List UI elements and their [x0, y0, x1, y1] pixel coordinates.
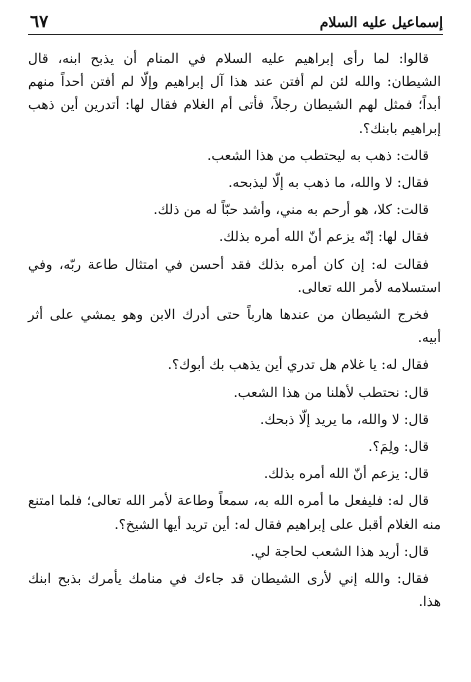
paragraph: قال: أريد هذا الشعب لحاجة لي.	[250, 543, 429, 560]
paragraph: قال: ولِمَ؟.	[368, 439, 429, 456]
paragraph: قال: يزعم أنّ الله أمره بذلك.	[263, 466, 429, 483]
paragraph: قال: نحتطب لأهلنا من هذا الشعب.	[233, 384, 429, 401]
paragraph: فقال لها: إنّه يزعم أنّ الله أمره بذلك.	[218, 229, 429, 246]
paragraph: فقال: لا والله، ما ذهب به إلّا ليذبحه.	[228, 175, 429, 192]
paragraph: قال له: فليفعل ما أمره الله به، سمعاً وطاعة لأمر الله تعالى؛ فلما امتنع منه الغلام أقبل على إبراهيم فقال له: أين تريد أيها الشيخ؟.	[28, 493, 441, 533]
paragraph: قال: لا والله، ما يريد إلّا ذبحك.	[260, 411, 429, 428]
running-title: إسماعيل عليه السلام	[319, 15, 443, 31]
paragraph: فقالت له: إن كان أمره بذلك فقد أحسن في امتثال طاعة ربّه، وفي استسلامه لأمر الله تعالى.	[28, 256, 441, 296]
page-number: ٦٧	[30, 12, 49, 32]
paragraph: قالت: كلا، هو أرحم به مني، وأشد حبّاً له من ذلك.	[153, 202, 429, 219]
page-body	[28, 48, 441, 618]
paragraph: قالت: ذهب به ليحتطب من هذا الشعب.	[207, 147, 429, 164]
paragraph: قالوا: لما رأى إبراهيم عليه السلام في المنام أن يذبح ابنه، قال الشيطان: والله لئن لم أفتن عند هذا آل إبراهيم وإلّا لم أفتن أحداً منهم أبداً؛ فمثل لهم الشيطان رجلاً، فأتى أم الغلام فقال لها: أتدرين أين ذهب إبراهيم بابنك؟.	[28, 51, 441, 137]
paragraph: فخرج الشيطان من عندها هارباً حتى أدرك الابن وهو يمشي على أثر أبيه.	[28, 307, 441, 347]
page-header	[28, 8, 443, 35]
paragraph: فقال: والله إني لأرى الشيطان قد جاءك في منامك يأمرك بذبح ابنك هذا.	[28, 571, 441, 611]
paragraph: فقال له: يا غلام هل تدري أين يذهب بك أبوك؟.	[167, 357, 429, 374]
